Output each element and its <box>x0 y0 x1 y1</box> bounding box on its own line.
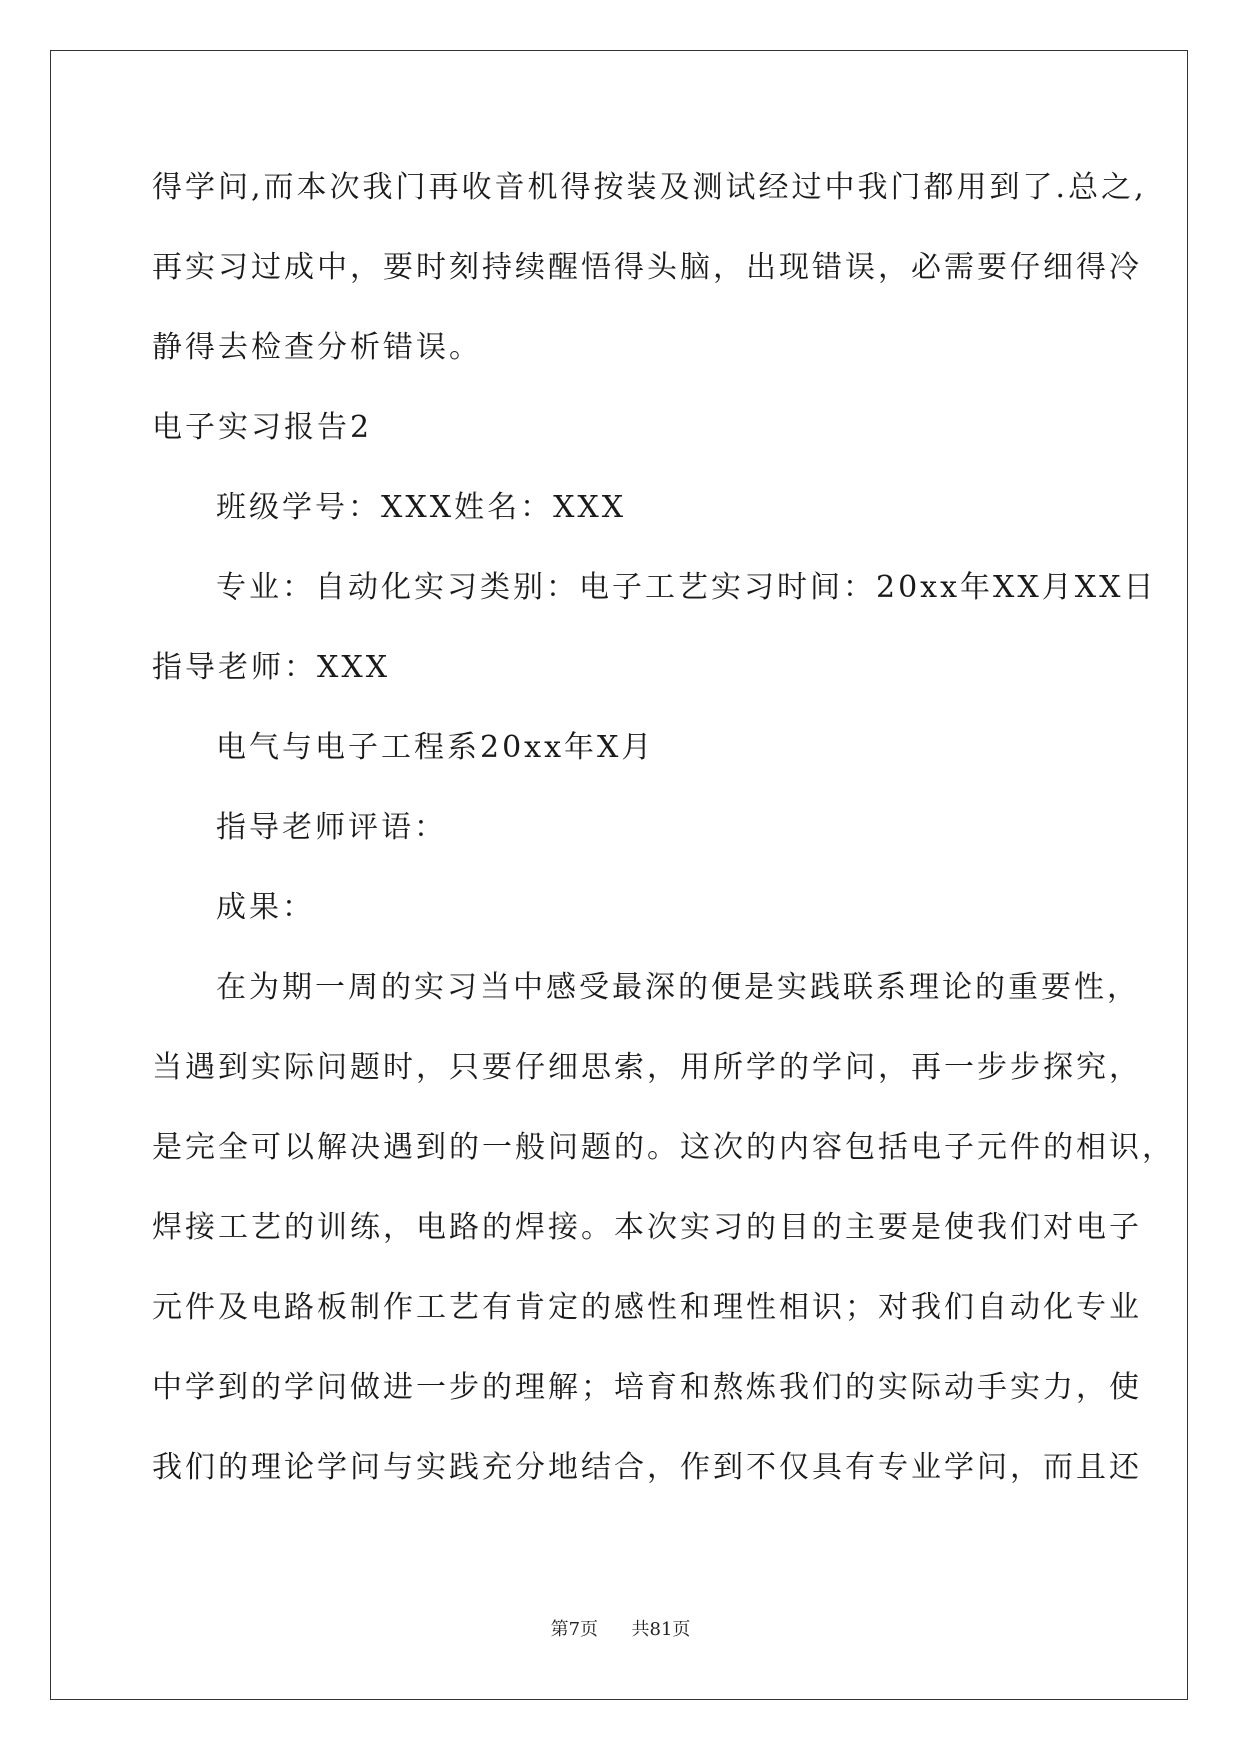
department-date: 电气与电子工程系20xx年X月 <box>216 730 655 765</box>
body-line: 静得去检查分析错误。 <box>152 330 482 365</box>
page-number: 第7页 <box>550 1619 599 1640</box>
body-line: 元件及电路板制作工艺有肯定的感性和理性相识；对我们自动化专业 <box>152 1290 1142 1325</box>
body-line: 我们的理论学问与实践充分地结合，作到不仅具有专业学问，而且还 <box>152 1450 1142 1485</box>
class-id-field: 班级学号：XXX姓名：XXX <box>216 490 627 525</box>
page-footer <box>0 1618 1241 1642</box>
body-line: 在为期一周的实习当中感受最深的便是实践联系理论的重要性， <box>216 970 1140 1005</box>
body-line: 是完全可以解决遇到的一般问题的。这次的内容包括电子元件的相识， <box>152 1130 1175 1165</box>
section-heading: 电子实习报告2 <box>152 410 373 445</box>
body-line: 当遇到实际问题时，只要仔细思索，用所学的学问，再一步步探究， <box>152 1050 1142 1085</box>
advisor-field: 指导老师：XXX <box>152 650 391 685</box>
body-line: 焊接工艺的训练，电路的焊接。本次实习的目的主要是使我们对电子 <box>152 1210 1142 1245</box>
page-total: 共81页 <box>631 1619 691 1640</box>
major-field: 专业：自动化实习类别：电子工艺实习时间：20xx年XX月XX日 <box>216 570 1157 605</box>
result-label: 成果： <box>216 890 315 925</box>
body-line: 再实习过成中，要时刻持续醒悟得头脑，出现错误，必需要仔细得冷 <box>152 250 1142 285</box>
body-line: 中学到的学问做进一步的理解；培育和熬炼我们的实际动手实力，使 <box>152 1370 1142 1405</box>
advisor-comment-label: 指导老师评语： <box>216 810 447 845</box>
body-line: 得学问,而本次我门再收音机得按装及测试经过中我门都用到了.总之, <box>152 170 1147 205</box>
